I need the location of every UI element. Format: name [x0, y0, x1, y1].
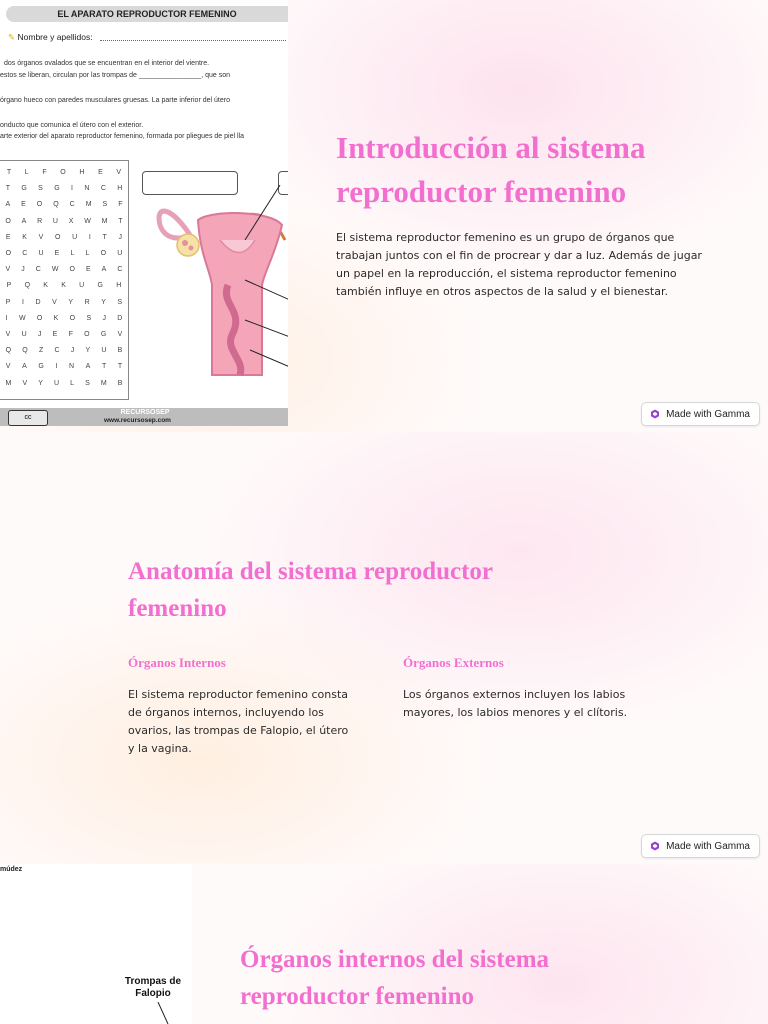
gamma-badge-label: Made with Gamma: [666, 408, 750, 420]
word-search-letter: N: [84, 185, 90, 193]
word-search-letter: S: [38, 185, 43, 193]
word-search-letter: X: [68, 217, 74, 225]
worksheet-footer: [0, 408, 288, 426]
word-search-letter: Y: [101, 298, 106, 306]
word-search-row: [0, 315, 128, 322]
word-search-letter: L: [85, 250, 90, 257]
worksheet-image: [0, 0, 288, 426]
word-search-letter: C: [69, 201, 75, 209]
word-search-letter: C: [100, 185, 106, 193]
word-search-letter: S: [86, 314, 92, 322]
word-search-letter: E: [85, 266, 91, 274]
image-corner-text: múdez: [0, 866, 23, 873]
word-search-letter: W: [84, 217, 91, 225]
word-search-row: [0, 169, 128, 176]
footer-brand: RECURSOSEP: [120, 409, 170, 416]
word-search-letter: L: [24, 169, 29, 176]
word-search-letter: O: [69, 314, 76, 322]
word-search-letter: S: [117, 298, 123, 306]
word-search-letter: Q: [24, 282, 31, 290]
word-search-letter: N: [68, 363, 75, 371]
word-search-letter: I: [22, 298, 24, 306]
word-search-letter: U: [53, 379, 60, 387]
made-with-gamma-badge[interactable]: [641, 402, 760, 426]
slide-internal-organs: [0, 864, 768, 1024]
slide-introduction: [0, 0, 768, 432]
gamma-logo-icon: [650, 841, 660, 851]
worksheet-line-4: onducto que comunica el útero con el exterior.: [0, 122, 144, 129]
word-search-row: [0, 218, 128, 225]
word-search-letter: I: [5, 314, 8, 322]
word-search-letter: U: [117, 250, 123, 257]
word-search-letter: G: [54, 185, 60, 193]
word-search-letter: H: [117, 185, 123, 193]
word-search-letter: V: [5, 331, 11, 338]
word-search-letter: U: [72, 233, 78, 241]
word-search-letter: T: [6, 169, 12, 176]
external-organs-heading: Órganos Externos: [403, 655, 504, 670]
creative-commons-icon: cc: [8, 410, 48, 426]
label-pointer-line: [150, 1002, 180, 1024]
word-search-letter: U: [52, 217, 58, 225]
word-search-row: [0, 282, 128, 289]
word-search-letter: Y: [68, 298, 74, 306]
word-search-letter: E: [98, 169, 103, 176]
word-search-letter: T: [118, 217, 123, 225]
word-search-letter: C: [54, 347, 60, 355]
name-label-text: Nombre y apellidos:: [17, 32, 93, 42]
word-search-letter: S: [85, 379, 90, 387]
word-search-letter: A: [85, 363, 91, 371]
word-search-letter: B: [117, 379, 123, 387]
worksheet-line-5: arte exterior del aparato reproductor femenino, formada por pliegues de piel lla: [0, 133, 244, 140]
word-search-letter: E: [5, 233, 11, 241]
word-search-letter: A: [22, 363, 27, 371]
word-search-letter: J: [118, 233, 123, 241]
word-search-letter: T: [101, 363, 107, 371]
word-search-letter: W: [51, 266, 59, 274]
fallopian-tubes-label: Trompas de Falopio: [124, 976, 182, 999]
pencil-icon: ✎: [8, 32, 16, 42]
word-search-letter: G: [21, 185, 27, 193]
word-search-letter: Z: [38, 347, 44, 355]
word-search-row: [0, 331, 128, 338]
word-search-letter: I: [71, 185, 73, 193]
word-search-row: [0, 250, 128, 257]
word-search-letter: U: [101, 347, 107, 355]
slide2-title: Anatomía del sistema reproductor femenino: [128, 558, 493, 622]
word-search-letter: O: [69, 266, 75, 274]
word-search-letter: C: [117, 266, 123, 274]
word-search-letter: U: [79, 282, 85, 290]
word-search-letter: M: [101, 217, 108, 225]
slide1-paragraph: El sistema reproductor femenino es un grupo de órganos que trabajan juntos con el fin de procrear y dar a luz. Además de jugar un papel en la reproducción, el sistema reproductor femenino también influye en otros aspectos de la salud y el bienestar.: [336, 231, 702, 298]
word-search-letter: P: [5, 298, 11, 306]
word-search-letter: J: [70, 347, 75, 355]
name-dotted-line: [100, 40, 286, 41]
word-search-letter: I: [55, 363, 58, 371]
word-search-letter: K: [61, 282, 66, 290]
word-search-letter: I: [88, 233, 91, 241]
word-search-row: [0, 266, 128, 273]
gamma-badge-label: Made with Gamma: [666, 840, 750, 852]
word-search-letter: M: [100, 379, 107, 387]
word-search-row: [0, 380, 128, 387]
word-search-letter: A: [21, 217, 27, 225]
word-search-letter: A: [101, 266, 107, 274]
word-search-letter: V: [38, 233, 44, 241]
word-search-letter: M: [5, 379, 12, 387]
word-search-row: [0, 201, 128, 208]
word-search-letter: C: [35, 266, 41, 274]
word-search-letter: V: [52, 298, 57, 306]
made-with-gamma-badge[interactable]: [641, 834, 760, 858]
word-search-letter: Q: [53, 201, 59, 209]
word-search-letter: T: [102, 233, 107, 241]
word-search-letter: O: [84, 331, 90, 338]
word-search-letter: B: [117, 347, 123, 355]
word-search-letter: O: [36, 314, 43, 322]
word-search-letter: L: [70, 379, 74, 387]
word-search-letter: G: [97, 282, 103, 290]
word-search-letter: F: [68, 331, 73, 338]
word-search-letter: O: [36, 201, 43, 209]
internal-organs-heading: Órganos Internos: [128, 655, 226, 670]
word-search-letter: H: [116, 282, 122, 290]
slide3-title: Órganos internos del sistema reproductor femenino: [240, 946, 550, 1010]
word-search-letter: F: [118, 201, 123, 209]
word-search-letter: H: [79, 169, 85, 176]
word-search-letter: O: [54, 233, 61, 241]
word-search-row: [0, 363, 128, 370]
word-search-letter: E: [21, 201, 26, 209]
word-search-letter: D: [117, 314, 123, 322]
word-search-letter: R: [37, 217, 43, 225]
word-search-letter: L: [70, 250, 75, 257]
word-search-row: [0, 347, 128, 354]
word-search-letter: U: [21, 331, 27, 338]
word-search-letter: R: [84, 298, 90, 306]
word-search-letter: W: [18, 314, 26, 322]
word-search-letter: F: [42, 169, 47, 176]
uterus-diagram: [150, 185, 288, 385]
word-search-letter: J: [21, 266, 25, 274]
word-search-letter: V: [117, 331, 123, 338]
word-search-letter: Y: [85, 347, 91, 355]
internal-organs-image: [0, 864, 192, 1024]
word-search-letter: A: [5, 201, 11, 209]
word-search-letter: O: [100, 250, 107, 257]
word-search-row: [0, 234, 128, 241]
word-search-letter: K: [53, 314, 59, 322]
worksheet-line-1: dos órganos ovalados que se encuentran en el interior del vientre.: [4, 60, 210, 67]
word-search-letter: J: [37, 331, 42, 338]
worksheet-line-2: estos se liberan, circulan por las trompas de ________________, que son: [0, 72, 230, 79]
word-search-letter: V: [5, 363, 11, 371]
internal-organs-text: El sistema reproductor femenino consta de órganos internos, incluyendo los ovarios, las trompas de Falopio, el útero y la vagina.: [128, 688, 349, 755]
slide1-title: Introducción al sistema reproductor femenino: [336, 130, 646, 209]
external-organs-text: Los órganos externos incluyen los labios mayores, los labios menores y el clítoris.: [403, 688, 628, 719]
word-search-letter: V: [22, 379, 28, 387]
word-search-letter: Y: [38, 379, 43, 387]
word-search-letter: O: [60, 169, 66, 176]
word-search-letter: U: [38, 250, 44, 257]
worksheet-name-label: [8, 32, 93, 43]
word-search-letter: Q: [5, 347, 12, 355]
word-search-letter: C: [22, 250, 28, 257]
word-search-letter: K: [43, 282, 48, 290]
word-search-letter: T: [5, 185, 10, 193]
word-search-letter: G: [38, 363, 44, 371]
word-search-letter: T: [117, 363, 123, 371]
word-search-letter: M: [85, 201, 92, 209]
word-search-letter: Q: [22, 347, 28, 355]
worksheet-line-3: órgano hueco con paredes musculares gruesas. La parte inferior del útero: [0, 97, 230, 104]
worksheet-header: EL APARATO REPRODUCTOR FEMENINO: [6, 6, 288, 22]
footer-url: www.recursosep.com: [104, 417, 171, 424]
word-search-letter: D: [35, 298, 41, 306]
word-search-row: [0, 185, 128, 192]
word-search-letter: V: [116, 169, 122, 176]
word-search-grid: [0, 160, 129, 400]
slide-anatomy: [0, 432, 768, 864]
word-search-letter: G: [100, 331, 107, 338]
gamma-logo-icon: [650, 409, 660, 419]
word-search-letter: V: [5, 266, 11, 274]
word-search-letter: O: [5, 217, 11, 225]
word-search-letter: E: [54, 250, 60, 257]
word-search-letter: J: [102, 314, 106, 322]
word-search-letter: S: [102, 201, 108, 209]
word-search-letter: E: [52, 331, 58, 338]
word-search-row: [0, 299, 128, 306]
word-search-letter: K: [22, 233, 27, 241]
word-search-letter: O: [5, 250, 12, 257]
word-search-letter: P: [6, 282, 12, 290]
